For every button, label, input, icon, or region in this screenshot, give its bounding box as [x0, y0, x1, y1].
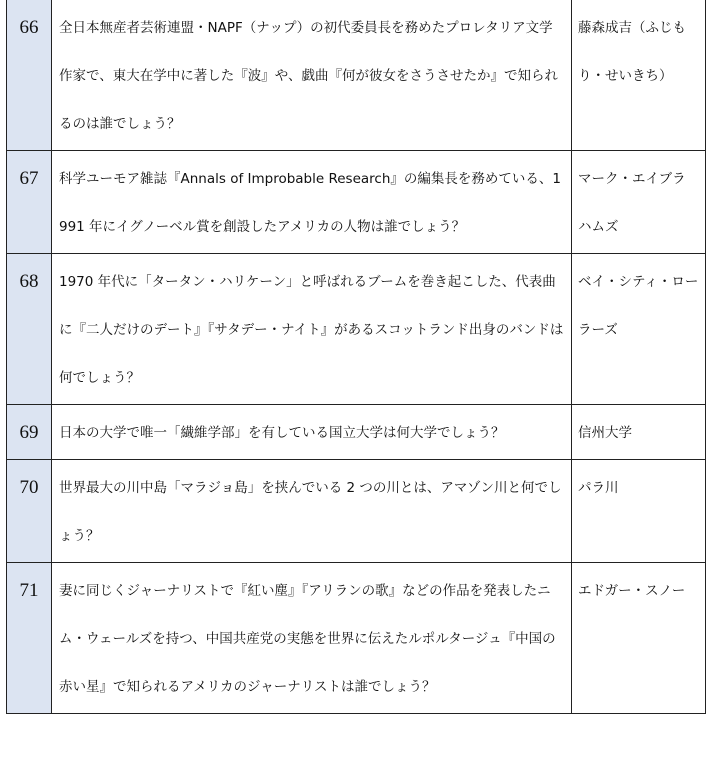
question-number: 71 — [7, 563, 52, 714]
answer-text: 藤森成吉（ふじもり・せいきち） — [572, 0, 706, 151]
question-text: 日本の大学で唯一「繊維学部」を有している国立大学は何大学でしょう？ — [52, 405, 572, 460]
question-text: 全日本無産者芸術連盟・NAPF（ナップ）の初代委員長を務めたプロレタリア文学作家で、東大在学中に著した『波』や、戯曲『何が彼女をさうさせたか』で知られるのは誰でしょう？ — [52, 0, 572, 151]
question-number: 67 — [7, 151, 52, 254]
table-row — [7, 405, 706, 460]
answer-text: エドガー・スノー — [572, 563, 706, 714]
question-number: 70 — [7, 460, 52, 563]
table-row — [7, 254, 706, 405]
answer-text: ベイ・シティ・ローラーズ — [572, 254, 706, 405]
table-row — [7, 460, 706, 563]
answer-text: マーク・エイブラハムズ — [572, 151, 706, 254]
table-row — [7, 0, 706, 151]
answer-text: パラ川 — [572, 460, 706, 563]
table-row — [7, 151, 706, 254]
question-text: 世界最大の川中島「マラジョ島」を挟んでいる 2 つの川とは、アマゾン川と何でしょう？ — [52, 460, 572, 563]
quiz-table — [6, 0, 706, 714]
question-number: 66 — [7, 0, 52, 151]
table-row — [7, 563, 706, 714]
question-text: 1970 年代に「タータン・ハリケーン」と呼ばれるブームを巻き起こした、代表曲に『二人だけのデート』『サタデー・ナイト』があるスコットランド出身のバンドは何でしょう？ — [52, 254, 572, 405]
question-text: 妻に同じくジャーナリストで『紅い塵』『アリランの歌』などの作品を発表したニム・ウェールズを持つ、中国共産党の実態を世界に伝えたルポルタージュ『中国の赤い星』で知られるアメリカのジャーナリストは誰でしょう？ — [52, 563, 572, 714]
question-number: 68 — [7, 254, 52, 405]
answer-text: 信州大学 — [572, 405, 706, 460]
question-number: 69 — [7, 405, 52, 460]
question-text: 科学ユーモア雑誌『Annals of Improbable Research』の編集長を務めている、1991 年にイグノーベル賞を創設したアメリカの人物は誰でしょう？ — [52, 151, 572, 254]
